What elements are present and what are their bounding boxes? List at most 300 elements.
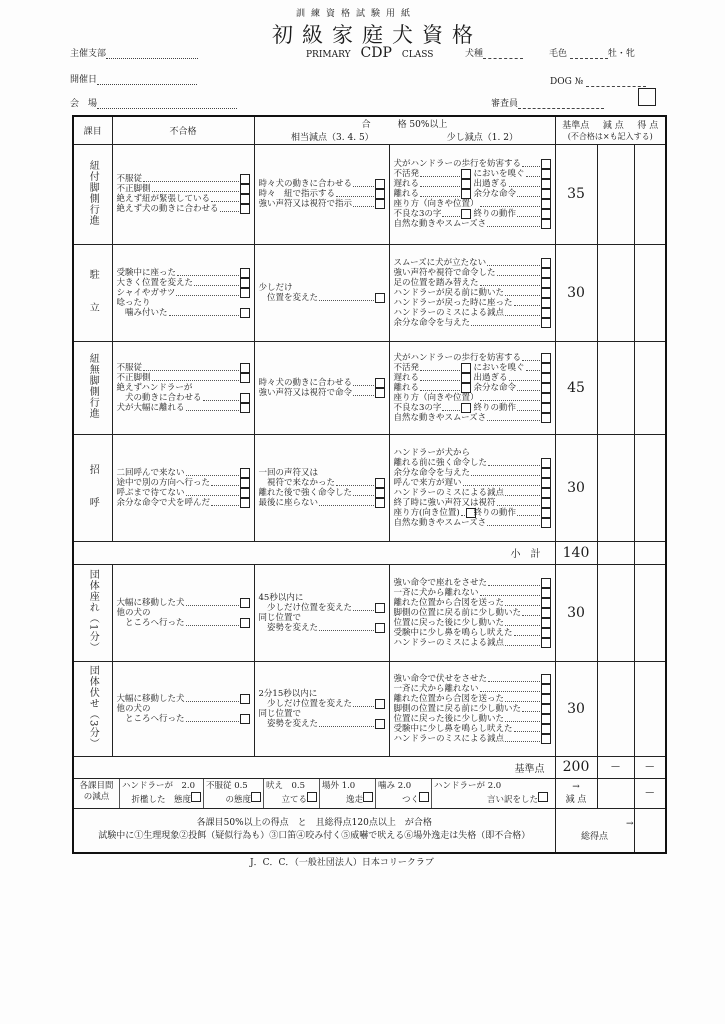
item-label: 時々犬の動きに合わせる	[258, 377, 353, 388]
checkbox[interactable]	[541, 199, 551, 209]
checkbox[interactable]	[240, 308, 250, 318]
item-label: 唸ったり 噛み付いた	[116, 297, 168, 318]
item-label: 犬が大幅に離れる	[116, 402, 185, 413]
checkbox[interactable]	[541, 278, 551, 288]
checkbox[interactable]	[375, 378, 385, 388]
deduction-result-label	[555, 778, 597, 808]
checkbox[interactable]	[461, 403, 471, 413]
fail-line	[117, 694, 250, 704]
checkbox[interactable]	[541, 159, 551, 169]
checkbox[interactable]	[541, 724, 551, 734]
leader-dots	[497, 275, 540, 276]
checkbox[interactable]	[240, 174, 250, 184]
base-total-value: 200	[555, 756, 597, 778]
item-label: 不正脚側	[116, 184, 151, 194]
item-label: 離れた位置から合図を送った	[393, 597, 505, 608]
leader-dots	[319, 300, 373, 301]
subject-row	[73, 541, 666, 564]
leader-dots	[177, 275, 238, 276]
item-label: 不活発	[393, 169, 420, 179]
check-item	[394, 448, 551, 468]
checkbox[interactable]	[375, 699, 385, 709]
check-item	[394, 578, 551, 588]
fail-line	[117, 704, 250, 724]
checkbox[interactable]	[541, 413, 551, 423]
checkbox[interactable]	[461, 383, 471, 393]
fail-line	[117, 194, 250, 204]
item-label: ハンドラーが戻る前に動いた	[393, 287, 505, 298]
leader-dots	[169, 315, 239, 316]
item-label: 座り方（向きや位置）	[393, 199, 479, 209]
subject-cell	[73, 244, 112, 341]
check-item	[259, 613, 385, 633]
subject-name: 駐 立	[87, 269, 99, 313]
header-row	[73, 116, 666, 144]
leader-dots	[211, 485, 238, 486]
item-label: 大幅に移動した犬	[116, 693, 185, 704]
check-item	[394, 288, 551, 298]
deductions-list	[74, 779, 555, 808]
checkbox[interactable]	[541, 734, 551, 744]
checkbox[interactable]	[375, 478, 385, 488]
score-points-cell[interactable]	[634, 244, 666, 341]
subject-name: 団体座れ（1分）	[87, 568, 99, 654]
dog-no-field[interactable]	[550, 77, 646, 87]
total-label-cell	[555, 808, 634, 853]
item-label: 自然な動きやスムーズさ	[393, 412, 487, 423]
check-item	[474, 403, 551, 413]
minor-list	[390, 576, 555, 650]
checkbox[interactable]	[541, 598, 551, 608]
checkbox[interactable]	[375, 623, 385, 633]
minor-line	[394, 508, 551, 518]
subject-row	[73, 144, 666, 244]
checkbox[interactable]	[541, 684, 551, 694]
check-item	[394, 363, 471, 373]
item-label: 犬がハンドラーの歩行を妨害する	[393, 352, 522, 363]
major-list	[255, 591, 389, 635]
check-item	[394, 268, 551, 278]
leader-dots	[505, 495, 539, 496]
check-item	[474, 383, 551, 393]
minor-line	[394, 578, 551, 588]
deduction-item	[120, 779, 204, 808]
deduction-label: 折檻した 態度	[131, 794, 191, 805]
breed-label: 犬種	[465, 49, 484, 59]
check-item	[394, 209, 471, 219]
checkbox[interactable]	[240, 694, 250, 704]
checkbox[interactable]	[251, 792, 261, 802]
dog-no-label: DOG №	[550, 77, 584, 87]
checkbox[interactable]	[541, 179, 551, 189]
checkbox[interactable]	[541, 508, 551, 518]
subject-name: 招 呼	[87, 464, 99, 508]
checkbox[interactable]	[375, 293, 385, 303]
checkbox[interactable]	[461, 189, 471, 199]
score-points-cell[interactable]	[634, 541, 666, 564]
check-item	[394, 618, 551, 628]
deduct-points-cell[interactable]	[597, 341, 634, 434]
leader-dots	[471, 475, 539, 476]
leader-dots	[480, 206, 540, 207]
checkbox[interactable]	[538, 792, 548, 802]
item-label: 余分な命令を与えた	[393, 467, 471, 478]
leader-dots	[186, 495, 239, 496]
leader-dots	[522, 711, 539, 712]
check-item	[117, 288, 250, 298]
base-total-row	[73, 756, 666, 778]
checkbox[interactable]	[541, 298, 551, 308]
leader-dots	[336, 196, 373, 197]
checkbox[interactable]	[541, 403, 551, 413]
check-item	[117, 278, 250, 288]
item-label: 余分な命令	[473, 382, 517, 393]
checkbox[interactable]	[541, 488, 551, 498]
fail-line	[117, 478, 250, 488]
deduction-top: 不服従 0.5	[206, 780, 248, 791]
venue-field[interactable]	[70, 96, 237, 109]
check-item	[394, 714, 551, 724]
checkbox[interactable]	[541, 383, 551, 393]
check-item	[259, 709, 385, 729]
deduct-points-cell[interactable]	[597, 144, 634, 244]
subject-cell	[73, 144, 112, 244]
subtotal-label: 小 計	[510, 549, 541, 560]
checkbox[interactable]	[461, 179, 471, 189]
checkbox[interactable]	[541, 393, 551, 403]
score-table	[72, 115, 667, 854]
minor-line	[394, 694, 551, 704]
checkbox[interactable]	[541, 704, 551, 714]
check-item	[117, 373, 250, 383]
subject-row	[73, 661, 666, 756]
deduction-label: 立てる	[281, 794, 307, 805]
subject-cell	[73, 434, 112, 541]
check-item	[474, 179, 551, 189]
subject-cell	[73, 564, 112, 661]
fail-line	[117, 373, 250, 383]
leader-dots	[522, 360, 539, 361]
item-label: 強い命令で伏せをさせた	[393, 673, 488, 684]
checkbox[interactable]	[375, 388, 385, 398]
checkbox[interactable]	[240, 488, 250, 498]
checkbox[interactable]	[541, 258, 551, 268]
checkbox[interactable]	[541, 674, 551, 684]
leader-dots	[152, 191, 239, 192]
minor-line	[394, 403, 551, 413]
col-fail: 不合格	[112, 116, 254, 144]
checkbox[interactable]	[541, 219, 551, 229]
disqualification-rule: 試験中に①生理現象②投餌（疑似行為も）③口笛④咬み付く⑤威嚇で吠える⑥場外逸走は失格（即不合格）	[98, 831, 531, 842]
leader-dots	[353, 706, 373, 707]
checkbox[interactable]	[240, 363, 250, 373]
minor-label: 少し減点（1. 2）	[446, 133, 518, 144]
score-points-cell[interactable]	[634, 564, 666, 661]
checkbox[interactable]	[541, 353, 551, 363]
minor-cell	[389, 661, 555, 756]
check-item	[394, 318, 551, 328]
deduction-label: つく	[401, 794, 419, 805]
leader-dots	[186, 721, 239, 722]
leader-dots	[526, 370, 540, 371]
checkbox[interactable]	[307, 792, 317, 802]
score-points-cell[interactable]	[634, 434, 666, 541]
checkbox[interactable]	[240, 373, 250, 383]
leader-dots	[220, 211, 239, 212]
item-label: 離れた後で強く命令した	[258, 487, 353, 498]
item-label: 不服従	[116, 362, 143, 373]
check-item	[117, 478, 250, 488]
checkbox[interactable]	[240, 468, 250, 478]
major-line	[259, 189, 385, 199]
host-field[interactable]	[70, 46, 198, 59]
breed-field[interactable]	[465, 46, 523, 59]
fail-list	[113, 172, 254, 216]
fail-line	[117, 598, 250, 608]
item-label: 呼んで来方が遅い	[393, 477, 462, 488]
checkbox[interactable]	[375, 199, 385, 209]
minor-line	[394, 413, 551, 423]
checkbox[interactable]	[375, 719, 385, 729]
leader-dots	[522, 615, 539, 616]
check-item	[117, 363, 250, 373]
checkbox[interactable]	[240, 184, 250, 194]
major-cell	[254, 244, 389, 341]
check-item	[117, 608, 250, 628]
check-item	[394, 383, 471, 393]
deduct-points-cell[interactable]	[597, 661, 634, 756]
minor-cell	[389, 564, 555, 661]
leader-dots	[509, 186, 540, 187]
checkbox[interactable]	[240, 393, 250, 403]
check-item	[117, 498, 250, 508]
major-line	[259, 179, 385, 189]
score-points-cell[interactable]	[634, 341, 666, 434]
item-label: 途中で別の方向へ行った	[116, 477, 211, 488]
checkbox[interactable]	[541, 308, 551, 318]
score-points-cell[interactable]	[634, 144, 666, 244]
leader-dots	[463, 485, 540, 486]
checkbox[interactable]	[541, 608, 551, 618]
fail-cell	[112, 244, 254, 341]
item-label: 強い命令で座れをさせた	[393, 577, 488, 588]
leader-dots	[353, 186, 373, 187]
deduct-points-cell[interactable]	[597, 564, 634, 661]
check-item	[474, 373, 551, 383]
checkbox[interactable]	[363, 792, 373, 802]
checkbox[interactable]	[541, 288, 551, 298]
total-score-value[interactable]	[634, 808, 666, 853]
score-points-cell[interactable]	[634, 661, 666, 756]
leader-dots	[319, 505, 373, 506]
minor-line	[394, 468, 551, 478]
checkbox[interactable]	[375, 488, 385, 498]
minor-line	[394, 278, 551, 288]
check-item	[117, 184, 250, 194]
subject-row	[73, 244, 666, 341]
checkbox[interactable]	[240, 204, 250, 214]
leader-dots	[517, 390, 539, 391]
minor-cell	[389, 144, 555, 244]
fail-list	[113, 466, 254, 510]
base-total-dash: —	[597, 756, 634, 778]
item-label: 余分な命令を与えた	[393, 317, 471, 328]
leader-dots	[487, 265, 539, 266]
deduction-result-value[interactable]	[597, 778, 634, 808]
checkbox[interactable]	[240, 714, 250, 724]
check-item	[394, 498, 551, 508]
deduct-points-cell[interactable]	[597, 434, 634, 541]
leader-dots	[471, 325, 539, 326]
check-item	[117, 488, 250, 498]
sex-options[interactable]: 牡・牝	[607, 49, 635, 59]
judge-field[interactable]	[491, 96, 604, 109]
checkbox[interactable]	[240, 478, 250, 488]
deduction-item	[432, 779, 550, 808]
checkbox[interactable]	[375, 498, 385, 508]
item-label: 受験中に少し鼻を鳴らし吠えた	[393, 723, 513, 734]
check-item	[394, 308, 551, 318]
base-points: 45	[555, 341, 597, 434]
checkbox[interactable]	[541, 478, 551, 488]
date-field[interactable]	[70, 72, 197, 85]
minor-list	[390, 256, 555, 330]
score-label: 得 点	[637, 121, 659, 132]
leader-dots	[514, 305, 540, 306]
minor-line	[394, 684, 551, 694]
fail-line	[117, 363, 250, 373]
major-line	[259, 199, 385, 209]
item-label: 出過ぎる	[473, 372, 508, 383]
minor-line	[394, 618, 551, 628]
checkbox[interactable]	[461, 373, 471, 383]
checkbox[interactable]	[541, 363, 551, 373]
check-item	[394, 403, 471, 413]
checkbox[interactable]	[541, 373, 551, 383]
item-label: 同じ位置で 姿勢を変えた	[258, 708, 319, 729]
leader-dots	[203, 400, 239, 401]
leader-dots	[487, 226, 539, 227]
base-points: 35	[555, 144, 597, 244]
item-label: ハンドラーが犬から 離れる前に強く命令した	[393, 447, 488, 468]
item-label: 足の位置を踏み替えた	[393, 277, 479, 288]
checkbox[interactable]	[541, 458, 551, 468]
checkbox[interactable]	[240, 403, 250, 413]
checkbox[interactable]	[541, 498, 551, 508]
checkbox[interactable]	[461, 209, 471, 219]
check-item	[394, 298, 551, 308]
leader-dots	[497, 505, 540, 506]
checkbox[interactable]	[541, 318, 551, 328]
item-label: 犬がハンドラーの歩行を妨害する	[393, 159, 522, 169]
leader-dots	[152, 380, 239, 381]
checkbox[interactable]	[240, 598, 250, 608]
checkbox[interactable]	[375, 189, 385, 199]
deduct-points-cell[interactable]	[597, 541, 634, 564]
deduction-item	[320, 779, 376, 808]
check-item	[394, 734, 551, 744]
item-label: 不服従	[116, 174, 143, 184]
minor-line	[394, 448, 551, 468]
base-total-label: 基準点	[514, 763, 545, 775]
checkbox[interactable]	[541, 588, 551, 598]
major-line	[259, 498, 385, 508]
checkbox[interactable]	[541, 209, 551, 219]
checkbox[interactable]	[419, 792, 429, 802]
leader-dots	[319, 726, 373, 727]
checkbox[interactable]	[191, 792, 201, 802]
fail-list	[113, 266, 254, 320]
fail-cell	[112, 661, 254, 756]
check-item	[394, 704, 551, 714]
checkbox[interactable]	[541, 518, 551, 528]
deduction-result-text: 減 点	[565, 794, 587, 805]
checkbox[interactable]	[240, 268, 250, 278]
checkbox[interactable]	[240, 278, 250, 288]
major-line	[259, 709, 385, 729]
checkbox[interactable]	[541, 714, 551, 724]
item-label: 他の犬の ところへ行った	[116, 703, 185, 724]
check-item	[259, 468, 385, 488]
final-row	[73, 808, 666, 853]
leader-dots	[509, 380, 540, 381]
leader-dots	[353, 495, 373, 496]
checkbox[interactable]	[541, 468, 551, 478]
item-label: ハンドラーのミスによる減点	[393, 733, 505, 744]
item-label: 時々 紐で指示する	[258, 189, 336, 199]
checkbox[interactable]	[541, 638, 551, 648]
checkbox[interactable]	[375, 179, 385, 189]
deductions-row	[73, 778, 666, 808]
minor-line	[394, 288, 551, 298]
item-label: 不良な3の字	[393, 402, 442, 413]
note-label: (不合格は×も記入する)	[567, 132, 653, 142]
color-field[interactable]	[549, 46, 635, 59]
leader-dots	[194, 285, 238, 286]
checkbox[interactable]	[461, 169, 471, 179]
checkbox[interactable]	[541, 189, 551, 199]
minor-line	[394, 199, 551, 209]
check-item	[394, 169, 471, 179]
check-item	[474, 508, 551, 518]
check-item	[394, 488, 551, 498]
checkbox[interactable]	[375, 603, 385, 613]
checkbox[interactable]	[541, 618, 551, 628]
checkbox[interactable]	[240, 498, 250, 508]
judge-stamp-box[interactable]	[638, 88, 656, 106]
checkbox[interactable]	[541, 628, 551, 638]
check-item	[117, 403, 250, 413]
item-label: ハンドラーのミスによる減点	[393, 637, 505, 648]
minor-line	[394, 638, 551, 648]
fail-line	[117, 403, 250, 413]
checkbox[interactable]	[541, 694, 551, 704]
check-item	[117, 704, 250, 724]
item-label: 同じ位置で 姿勢を変えた	[258, 612, 319, 633]
checkbox[interactable]	[541, 578, 551, 588]
checkbox[interactable]	[541, 169, 551, 179]
checkbox[interactable]	[240, 618, 250, 628]
base-points: 30	[555, 434, 597, 541]
checkbox[interactable]	[240, 288, 250, 298]
leader-dots	[186, 475, 239, 476]
checkbox[interactable]	[461, 363, 471, 373]
deduct-points-cell[interactable]	[597, 244, 634, 341]
checkbox[interactable]	[240, 194, 250, 204]
checkbox[interactable]	[541, 268, 551, 278]
item-label: 大きく位置を変えた	[116, 277, 194, 288]
check-item	[394, 189, 471, 199]
